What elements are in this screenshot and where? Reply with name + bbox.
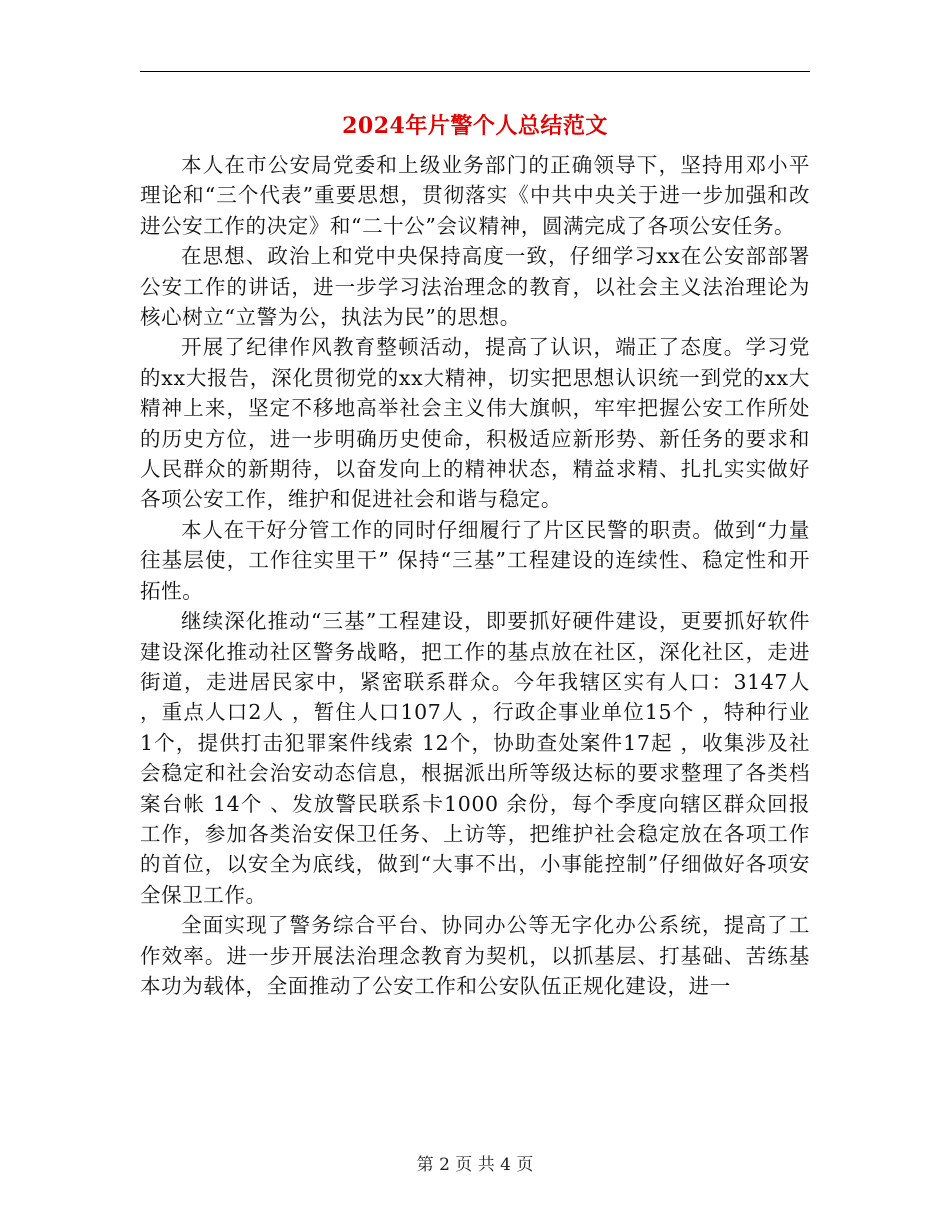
document-title: 2024年片警个人总结范文	[342, 113, 608, 139]
paragraph-5: 继续深化推动“三基”工程建设，即要抓好硬件建设，更要抓好软件建设深化推动社区警务战略，把工作的基点放在社区，深化社区，走进街道，走进居民家中，紧密联系群众。今年我辖区实有人口：3147人 ，重点人口2人 ，暂住人口107人 ，行政企事业单位15个 ，特种行业 1个，提供打击犯罪案件线索 12个，协助查处案件17起 ，收集涉及社会稳定和社会治安动态信息，根据派出所等级达标的要求整理了各类档案台帐 14个 、发放警民联系卡1000 余份，每个季度向辖区群众回报工作，参加各类治安保卫任务、上访等，把维护社会稳定放在各项工作的首位，以安全为底线，做到“大事不出，小事能控制”仔细做好各项安全保卫工作。	[140, 609, 810, 907]
paragraph-2: 在思想、政治上和党中央保持高度一致，仔细学习xx在公安部部署公安工作的讲话，进一步学习法治理念的教育，以社会主义法治理论为核心树立“立警为公，执法为民”的思想。	[140, 244, 810, 330]
header-rule	[140, 71, 810, 72]
paragraph-4: 本人在干好分管工作的同时仔细履行了片区民警的职责。做到“力量往基层使，工作往实里干” 保持“三基”工程建设的连续性、稳定性和开拓性。	[140, 517, 810, 603]
paragraph-1: 本人在市公安局党委和上级业务部门的正确领导下，坚持用邓小平理论和“三个代表”重要思想，贯彻落实《中共中央关于进一步加强和改进公安工作的决定》和“二十公”会议精神，圆满完成了各项公安任务。	[140, 153, 810, 238]
paragraph-6: 全面实现了警务综合平台、协同办公等无字化办公系统，提高了工作效率。进一步开展法治理念教育为契机，以抓基层、打基础、苦练基本功为载体，全面推动了公安工作和公安队伍正规化建设，进一	[140, 913, 810, 998]
paragraph-3: 开展了纪律作风教育整顿活动，提高了认识，端正了态度。学习党的xx大报告，深化贯彻党的xx大精神，切实把思想认识统一到党的xx大精神上来，坚定不移地高举社会主义伟大旗帜，牢牢把握公安工作所处的历史方位，进一步明确历史使命，积极适应新形势、新任务的要求和人民群众的新期待，以奋发向上的精神状态，精益求精、扎扎实实做好各项公安工作，维护和促进社会和谐与稳定。	[140, 335, 810, 512]
document-body	[140, 150, 810, 1001]
page-number-footer: 第 2 页 共 4 页	[416, 1155, 534, 1175]
